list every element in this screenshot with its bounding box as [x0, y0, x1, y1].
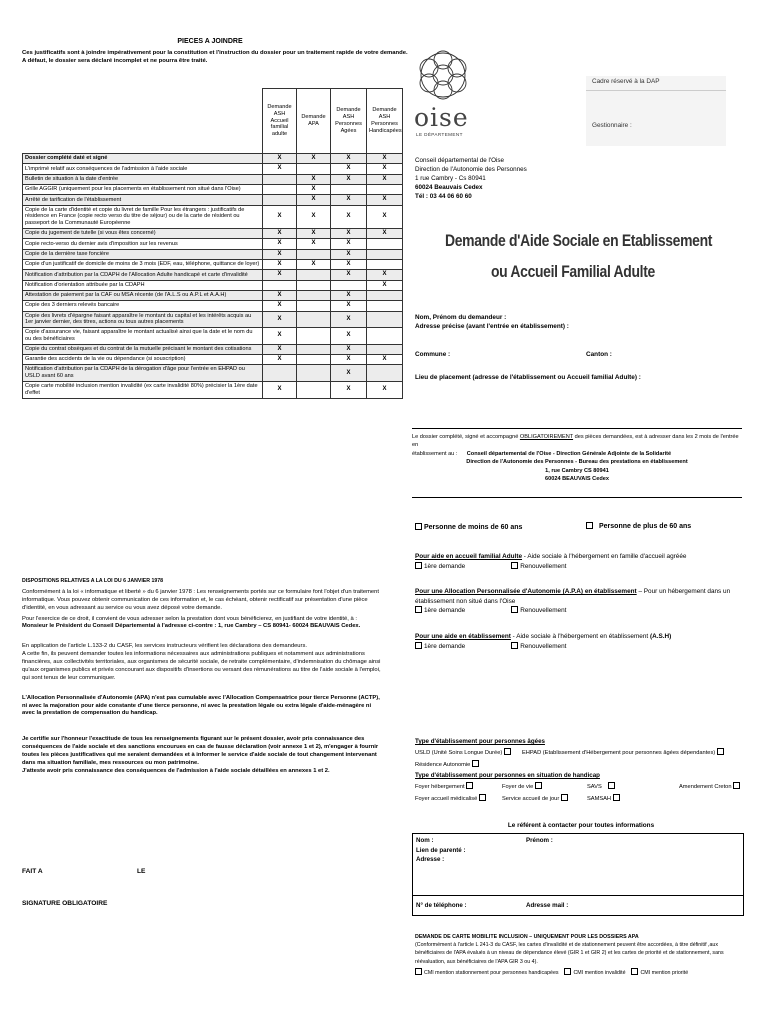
- piece-mark: [297, 280, 331, 290]
- piece-mark: [297, 301, 331, 311]
- piece-mark: [263, 280, 297, 290]
- piece-mark: X: [263, 311, 297, 328]
- col-header: Demande APA: [297, 89, 331, 154]
- identity-form: [415, 314, 569, 331]
- piece-mark: [263, 195, 297, 205]
- pa-type-title: Type d'établissement pour personnes âgées: [415, 738, 545, 745]
- piece-label: Garantie des accidents de la vie ou dépendance (si souscription): [23, 355, 263, 365]
- piece-mark: X: [263, 270, 297, 280]
- table-row: [23, 259, 403, 269]
- contact-cell-top: [413, 834, 744, 896]
- piece-mark: X: [297, 239, 331, 249]
- foyer-de-vie-option[interactable]: Foyer de vie: [502, 782, 544, 793]
- piece-label: Copie de la dernière taxe foncière: [23, 249, 263, 259]
- piece-mark: [367, 290, 403, 300]
- piece-mark: [367, 301, 403, 311]
- piece-mark: X: [367, 270, 403, 280]
- usld-option[interactable]: USLD (Unité Soins Longue Durée): [415, 748, 513, 759]
- aide-ash: Pour une aide en établissement - Aide sociale à l'hébergement en établissement (A.S.H) 1ère demande Renouvellement: [415, 633, 672, 650]
- piece-mark: [367, 239, 403, 249]
- table-row: [23, 311, 403, 328]
- loi-paragraph-1: Conformément à la loi « informatique et liberté » du 6 janvier 1978 : Les renseignements portés sur ce formulaire font l'objet d'un traitement informatique. Vous pouvez obtenir communication de ces information et, le cas échéant, obtenir rectificatif sur présentation d'une pièce d'identité, en vous adressant au service ou vous avez déposé votre demande.: [22, 588, 379, 611]
- cadre-label: Cadre réservé à la DAP: [592, 78, 660, 85]
- premiere-demande-option[interactable]: 1ère demande: [415, 607, 465, 614]
- piece-label: Copie recto-verso du dernier avis d'imposition sur les revenus: [23, 239, 263, 249]
- piece-mark: X: [331, 205, 367, 228]
- piece-label: Copie des 3 derniers relevés bancaire: [23, 301, 263, 311]
- piece-mark: X: [331, 382, 367, 399]
- piece-mark: X: [331, 154, 367, 164]
- piece-label: Attestation de paiement par la CAF ou MSA récente (de l'A.L.S ou A.P.L et A.A.H): [23, 290, 263, 300]
- address-phone: Tél : 03 44 06 60 60: [415, 192, 472, 200]
- pieces-heading: PIECES A JOINDRE: [177, 38, 243, 45]
- casf-paragraph-2: A cette fin, ils peuvent demander toutes les informations nécessaires aux administrations publiques et notamment aux administrations financières, aux collectivités territoriales, aux organismes de sécurité sociale, de retraite complémentaire, d'indemnisation du chômage ainsi qu'aux organismes publics et privés concourant aux dispositifs d'insertions ou versant des rémunérations au titre de l'aide sociale à l'emploi, qui sont tenus de leur communiquer.: [22, 651, 381, 681]
- piece-mark: [297, 355, 331, 365]
- nom-field-label: Nom, Prénom du demandeur :: [415, 314, 507, 321]
- dap-address: [415, 157, 527, 202]
- table-row: [23, 164, 403, 174]
- piece-mark: X: [297, 154, 331, 164]
- envoi-line-5: 60024 BEAUVAIS Cedex: [545, 475, 609, 482]
- piece-mark: X: [331, 301, 367, 311]
- foyer-hebergement-option[interactable]: Foyer hébergement: [415, 782, 475, 793]
- foyer-accueil-medicalise-option[interactable]: Foyer accueil médicalisé: [415, 794, 488, 805]
- address-line: Direction de l'Autonomie des Personnes: [415, 165, 527, 173]
- table-row: [23, 290, 403, 300]
- apa-paragraph: L'Allocation Personnalisée d'Autonomie (APA) n'est pas cumulable avec l'Allocation Compensatrice pour tierce Personne (ACTP), ni avec la majoration pour aide constante d'une tierce personne, ni avec la prestation légale ou extra légale d'aide-ménagère ni avec la prestation de compensation du handicap.: [22, 694, 380, 717]
- table-row: [23, 239, 403, 249]
- piece-label: Copie de la carte d'identité et copie du livret de famille Pour les étrangers : justificatifs de résidence en France (copie recto verso du titre de séjour) ou de la carte de résident ou passeport de la Communauté Européenne: [23, 205, 263, 228]
- piece-label: Bulletin de situation à la date d'entrée: [23, 174, 263, 184]
- col-header: Demande ASH Personnes Agées: [331, 89, 367, 154]
- contact-nom-label: Nom :: [416, 837, 434, 844]
- aide-accueil-familial: Pour aide en accueil familial Adulte - Aide sociale à l'hébergement en famille d'accueil agréée 1ère demande Renouvellement: [415, 553, 687, 570]
- col-header: Demande ASH Accueil familial adulte: [263, 89, 297, 154]
- page-title-line2: ou Accueil Familial Adulte: [491, 262, 655, 281]
- contact-mail-label: Adresse mail :: [526, 901, 569, 909]
- piece-mark: X: [367, 382, 403, 399]
- ph-type-title: Type d'établissement pour personnes en situation de handicap: [415, 771, 600, 779]
- table-row: [23, 328, 403, 345]
- piece-label: Copie carte mobilité inclusion mention invalidité (ex carte invalidité 80%) précisier la 1ère date d'effet: [23, 382, 263, 399]
- piece-mark: X: [263, 239, 297, 249]
- piece-mark: X: [263, 205, 297, 228]
- oise-logo: [412, 42, 474, 142]
- piece-label: Copie du jugement de tutelle (si vous êtes concerné): [23, 229, 263, 239]
- address-line: 60024 Beauvais Cedex: [415, 183, 483, 191]
- logo-text: oise: [414, 103, 469, 132]
- piece-mark: [297, 311, 331, 328]
- piece-mark: [367, 328, 403, 345]
- piece-mark: X: [297, 184, 331, 194]
- table-row: [23, 174, 403, 184]
- piece-mark: [297, 164, 331, 174]
- piece-mark: [297, 382, 331, 399]
- fait-a-label: FAIT A: [22, 868, 43, 875]
- piece-mark: X: [297, 174, 331, 184]
- piece-mark: [331, 280, 367, 290]
- piece-mark: X: [331, 290, 367, 300]
- piece-mark: X: [263, 290, 297, 300]
- cmi-priorite-option[interactable]: CMI mention priorité: [631, 970, 688, 976]
- piece-mark: [367, 249, 403, 259]
- piece-mark: [367, 184, 403, 194]
- col-header: Demande ASH Personnes Handicapées: [367, 89, 403, 154]
- aide-apa: Pour une Allocation Personnalisée d'Autonomie (A.P.A) en établissement – Pour un hébergement dans un établissement non situé dans l'Oise 1ère demande Renouvellement: [415, 588, 731, 615]
- piece-mark: X: [331, 311, 367, 328]
- loi-title: DISPOSITIONS RELATIVES A LA LOI DU 6 JANVIER 1978: [22, 578, 164, 584]
- piece-mark: X: [263, 259, 297, 269]
- cmi-stationnement-option[interactable]: CMI mention stationnement pour personnes handicapées: [415, 970, 559, 976]
- piece-mark: X: [331, 270, 367, 280]
- table-row: [23, 280, 403, 290]
- commune-field-label: Commune :: [415, 351, 451, 358]
- piece-label: Notification d'attribution par la CDAPH de la dérogation d'âge pour l'entrée en EHPAD ou USLD avant 60 ans: [23, 365, 263, 382]
- piece-label: Notification d'attribution par la CDAPH de l'Allocation Adulte handicapé et carte d'invalidité: [23, 270, 263, 280]
- piece-mark: X: [263, 301, 297, 311]
- table-row: [23, 301, 403, 311]
- contact-adresse-label: Adresse :: [416, 856, 445, 864]
- piece-mark: X: [331, 195, 367, 205]
- renouvellement-option[interactable]: Renouvellement: [511, 643, 566, 650]
- piece-mark: X: [263, 164, 297, 174]
- piece-mark: [297, 344, 331, 354]
- piece-mark: X: [367, 195, 403, 205]
- piece-mark: X: [263, 382, 297, 399]
- piece-mark: [297, 270, 331, 280]
- contact-prenom-label: Prénom :: [526, 837, 553, 844]
- piece-mark: [367, 344, 403, 354]
- ehpad-option[interactable]: EHPAD (Etablissement d'Hébergement pour personnes âgées dépendantes): [522, 748, 726, 759]
- piece-mark: [297, 365, 331, 382]
- samsah-option[interactable]: SAMSAH: [587, 794, 622, 805]
- piece-mark: X: [367, 154, 403, 164]
- piece-mark: X: [331, 365, 367, 382]
- piece-label: L'imprimé relatif aux conséquences de l'admission à l'aide sociale: [23, 164, 263, 174]
- piece-mark: X: [263, 355, 297, 365]
- piece-mark: [263, 184, 297, 194]
- piece-mark: X: [367, 229, 403, 239]
- cmi-section: [415, 933, 745, 977]
- pieces-table-corner: [23, 89, 263, 154]
- contact-lien-label: Lien de parenté :: [416, 846, 466, 854]
- piece-label: Copie d'un justificatif de domicile de moins de 3 mois (EDF, eau, téléphone, quittance de loyer): [23, 259, 263, 269]
- cmi-title: DEMANDE DE CARTE MOBILITE INCLUSION – UNIQUEMENT POUR LES DOSSIERS APA: [415, 934, 639, 940]
- le-label: LE: [137, 868, 146, 875]
- lieu-field-label: Lieu de placement (adresse de l'établissement ou Accueil familial Adulte) :: [415, 374, 641, 381]
- piece-mark: X: [263, 229, 297, 239]
- piece-mark: X: [367, 280, 403, 290]
- piece-mark: X: [331, 355, 367, 365]
- envoi-line-2: établissement au : Conseil départemental de l'Oise - Direction Générale Adjointe de la Solidarité: [412, 450, 672, 457]
- contact-table-wrapper: [412, 833, 744, 916]
- signature-label: SIGNATURE OBLIGATOIRE: [22, 900, 108, 907]
- piece-mark: X: [331, 328, 367, 345]
- pieces-intro-2: A défaut, le dossier sera déclaré incomplet et ne pourra être traité.: [22, 57, 208, 64]
- piece-mark: X: [263, 249, 297, 259]
- piece-mark: X: [367, 205, 403, 228]
- piece-mark: [367, 365, 403, 382]
- table-row: [23, 270, 403, 280]
- piece-mark: [367, 259, 403, 269]
- contact-cell-bottom: [413, 896, 744, 916]
- envoi-line-3: Direction de l'Autonomie des Personnes - Bureau des prestations en établissement: [466, 459, 688, 466]
- legal-block: [22, 578, 384, 776]
- piece-mark: X: [367, 355, 403, 365]
- piece-mark: X: [263, 344, 297, 354]
- age-plus-option[interactable]: Personne de plus de 60 ans: [586, 522, 691, 532]
- table-row: [23, 344, 403, 354]
- piece-mark: X: [331, 249, 367, 259]
- checkbox[interactable]: [415, 523, 422, 530]
- piece-mark: [263, 365, 297, 382]
- page-title-line1: Demande d'Aide Sociale en Etablissement: [445, 231, 713, 250]
- table-row: [23, 184, 403, 194]
- contact-tel-label: N° de téléphone :: [416, 901, 467, 909]
- loi-paragraph-3: Monsieur le Président du Conseil Départemental à l'adresse ci-contre : 1, rue Cambry – CS 80941- 60024 BEAUVAIS Cedex.: [22, 623, 361, 630]
- renouvellement-option[interactable]: Renouvellement: [511, 607, 566, 614]
- piece-mark: [297, 328, 331, 345]
- table-row: [23, 365, 403, 382]
- pieces-table-wrapper: [22, 88, 403, 399]
- piece-mark: X: [367, 164, 403, 174]
- certif-paragraph: Je certifie sur l'honneur l'exactitude de tous les renseignements figurant sur le présent dossier, avoir pris connaissance des conséquences de l'aide sociale et des sanctions encourues en cas de fausse déclaration (voir annexe 1 et 2), m'engager à fournir toutes les pièces justificatives qui me seraient demandées et à informer le service d'aide sociale de tout changement intervenant dans ma situation familiale, mes ressources ou mon patrimoine.: [22, 736, 379, 766]
- piece-mark: X: [331, 174, 367, 184]
- piece-label: Copie d'assurance vie, faisant apparaître le montant actualisé ainsi que la date et le nom du ou des bénéficiaires: [23, 328, 263, 345]
- table-row: [23, 205, 403, 228]
- piece-mark: [331, 184, 367, 194]
- piece-mark: [297, 290, 331, 300]
- piece-label: Copie des livrets d'épargne faisant apparaître le montant du capital et les intérêts acquis au 1er janvier dernier, des titres, actions ou tous autres placements: [23, 311, 263, 328]
- piece-mark: X: [297, 195, 331, 205]
- envoi-line-4: 1, rue Cambry CS 80941: [545, 467, 609, 474]
- table-row: [23, 154, 403, 164]
- piece-mark: [263, 174, 297, 184]
- pieces-table: [22, 88, 403, 399]
- logo-subtitle: LE DÉPARTEMENT: [416, 132, 463, 137]
- piece-mark: [297, 249, 331, 259]
- envoi-line-1: Le dossier complété, signé et accompagné OBLIGATOIREMENT des pièces demandées, est à adresser dans les 2 mois de l'entrée en: [412, 434, 739, 449]
- piece-mark: X: [331, 344, 367, 354]
- piece-label: Copie du contrat obsèques et du contrat de la mutuelle précisant le montant des cotisations: [23, 344, 263, 354]
- piece-label: Grille AGGIR (uniquement pour les placements en établissement non situé dans l'Oise): [23, 184, 263, 194]
- piece-mark: X: [331, 239, 367, 249]
- piece-mark: X: [367, 174, 403, 184]
- table-row: [23, 382, 403, 399]
- autonomie-option[interactable]: Résidence Autonomie: [415, 760, 750, 771]
- piece-mark: [367, 311, 403, 328]
- table-row: [23, 249, 403, 259]
- amendement-creton-option[interactable]: Amendement Creton: [679, 782, 742, 793]
- canton-field-label: Canton :: [586, 351, 612, 358]
- cmi-text: (Conformément à l'article L 241-3 du CASF, les cartes d'invalidité et de stationnement peuvent être accordées, à titre définitif ,aux bénéficiaires de l'APA évalués à un niveau de dépendance élevé (GIR 1 et GIR 2) et les cartes de priorité et de stationnement, sans réévaluation, aux bénéficiaires de l'APA GIR 3 ou 4).: [415, 942, 724, 965]
- piece-label: Arrêté de tarification de l'établissement: [23, 195, 263, 205]
- cadre-reserve-box: [586, 76, 726, 146]
- piece-mark: X: [263, 154, 297, 164]
- piece-label: Notification d'orientation attribuée par la CDAPH: [23, 280, 263, 290]
- piece-label: Dossier complété daté et signé: [23, 154, 263, 164]
- contact-table: [412, 833, 744, 916]
- address-line: Conseil départemental de l'Oise: [415, 157, 505, 164]
- table-row: [23, 229, 403, 239]
- service-accueil-jour-option[interactable]: Service accueil de jour: [502, 794, 570, 805]
- gestionnaire-label: Gestionnaire :: [592, 122, 632, 129]
- atteste-paragraph: J'atteste avoir pris connaissance des conséquences de l'admission à l'aide sociale détaillées en annexes 1 et 2.: [22, 767, 330, 774]
- address-line: 1 rue Cambry - Cs 80941: [415, 174, 486, 182]
- piece-mark: X: [297, 229, 331, 239]
- checkbox[interactable]: [586, 522, 593, 529]
- table-row: [23, 355, 403, 365]
- loi-paragraph-2: Pour l'exercice de ce droit, il convient de vous adresser selon la prestation dont vous bénéficierez, en justifiant de votre identité, à :: [22, 615, 357, 622]
- adresse-field-label: Adresse précise (avant l'entrée en établissement) :: [415, 322, 569, 330]
- piece-mark: X: [331, 229, 367, 239]
- piece-mark: X: [297, 205, 331, 228]
- age-moins-option[interactable]: Personne de moins de 60 ans: [415, 523, 522, 533]
- piece-mark: X: [331, 259, 367, 269]
- contact-title: Le référent à contacter pour toutes informations: [507, 822, 655, 829]
- envoi-box: [412, 428, 742, 498]
- renouvellement-option[interactable]: Renouvellement: [511, 563, 566, 570]
- premiere-demande-option[interactable]: 1ère demande: [415, 643, 465, 650]
- piece-mark: X: [331, 164, 367, 174]
- etablissement-types: [415, 737, 750, 806]
- aide-types: [415, 552, 747, 656]
- table-row: [23, 195, 403, 205]
- premiere-demande-option[interactable]: 1ère demande: [415, 563, 465, 570]
- piece-mark: X: [263, 328, 297, 345]
- piece-mark: X: [297, 259, 331, 269]
- savs-option[interactable]: SAVS: [587, 782, 617, 793]
- cmi-invalidite-option[interactable]: CMI mention invalidité: [564, 970, 625, 976]
- pieces-intro-1: Ces justificatifs sont à joindre impérativement pour la constitution et l'instruction du dossier pour un traitement rapide de votre demande.: [22, 50, 408, 56]
- casf-paragraph-1: En application de l'article L.133-2 du CASF, les services instructeurs vérifient les déclarations des demandeurs.: [22, 643, 307, 650]
